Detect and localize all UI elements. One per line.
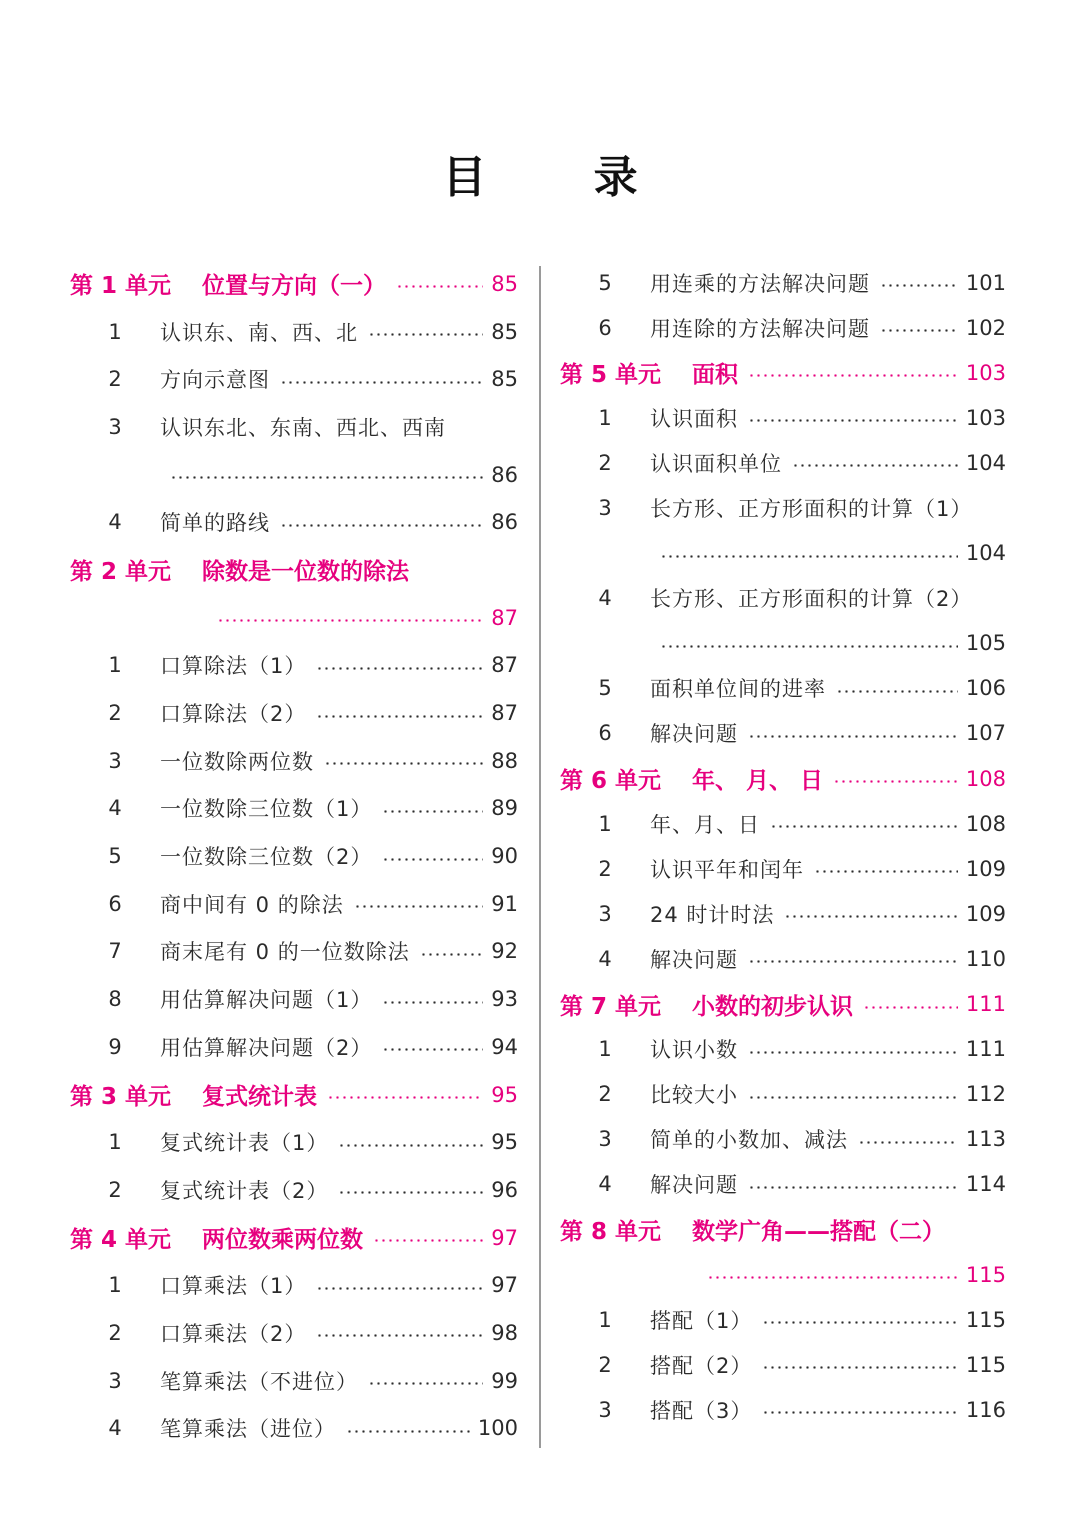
toc-lesson-row[interactable]: [560, 1072, 1006, 1117]
lesson-number: 2: [598, 1352, 612, 1377]
lesson-title: 口算除法（1）: [160, 654, 307, 679]
lesson-title: 商中间有 0 的除法: [160, 892, 344, 917]
toc-right-column: [560, 260, 1006, 1432]
unit-number: 第 2 单元: [70, 559, 172, 586]
dot-leader: [660, 645, 958, 648]
lesson-title: 比较大小: [650, 1083, 738, 1108]
page-number: 93: [491, 987, 518, 1012]
toc-lesson-row[interactable]: [560, 711, 1006, 756]
toc-lesson-row[interactable]: [70, 928, 518, 976]
toc-unit-row[interactable]: [70, 594, 518, 642]
toc-lesson-row[interactable]: [70, 642, 518, 690]
lesson-title: 一位数除两位数: [160, 749, 314, 774]
page-number: 110: [965, 946, 1006, 971]
lesson-title: 用连除的方法解决问题: [650, 316, 870, 341]
page-number: 87: [491, 701, 518, 726]
dot-leader: [748, 1096, 958, 1099]
toc-lesson-row[interactable]: [560, 1162, 1006, 1207]
page-number: 109: [965, 901, 1006, 926]
page-title: 目 录: [442, 152, 684, 203]
lesson-title: 认识东北、东南、西北、西南: [160, 415, 446, 440]
page-number: 103: [965, 360, 1006, 385]
dot-leader: [217, 619, 483, 622]
page-number: 88: [491, 748, 518, 773]
toc-lesson-row[interactable]: [70, 355, 518, 403]
toc-lesson-row[interactable]: [70, 975, 518, 1023]
lesson-title: 简单的小数加、减法: [650, 1128, 848, 1153]
unit-title: 位置与方向（一）: [202, 273, 386, 300]
page-number: 85: [491, 367, 518, 392]
dot-leader: [382, 1001, 483, 1004]
page-number: 90: [491, 844, 518, 869]
lesson-number: 3: [598, 496, 612, 521]
dot-leader: [748, 1051, 958, 1054]
page-number: 115: [965, 1352, 1006, 1377]
toc-lesson-row[interactable]: [70, 308, 518, 356]
page-number: 89: [491, 796, 518, 821]
lesson-number: 1: [598, 405, 612, 430]
dot-leader: [338, 1144, 483, 1147]
toc-lesson-row[interactable]: [70, 498, 518, 546]
toc-lesson-row[interactable]: [70, 689, 518, 737]
lesson-number: 7: [108, 939, 122, 964]
lesson-title: 搭配（1）: [650, 1308, 753, 1333]
toc-lesson-row[interactable]: [560, 260, 1006, 305]
toc-lesson-row[interactable]: [560, 485, 1006, 530]
lesson-title: 口算乘法（2）: [160, 1321, 307, 1346]
lesson-number: 3: [598, 1127, 612, 1152]
lesson-number: 4: [108, 796, 122, 821]
lesson-number: 4: [598, 946, 612, 971]
unit-title: 除数是一位数的除法: [202, 559, 409, 586]
unit-number: 第 3 单元: [70, 1084, 172, 1111]
page-number: 91: [491, 891, 518, 916]
page-number: 95: [491, 1082, 518, 1107]
lesson-number: 3: [108, 414, 122, 439]
dot-leader: [748, 374, 958, 377]
page-number: 109: [965, 856, 1006, 881]
toc-unit-row[interactable]: [70, 1071, 518, 1119]
page-number: 115: [965, 1307, 1006, 1332]
dot-leader: [382, 858, 483, 861]
toc-lesson-row[interactable]: [560, 440, 1006, 485]
lesson-title: 复式统计表（2）: [160, 1178, 329, 1203]
toc-left-column: [70, 260, 518, 1452]
lesson-number: 5: [108, 844, 122, 869]
lesson-number: 2: [108, 1177, 122, 1202]
dot-leader: [748, 419, 958, 422]
lesson-title: 笔算乘法（进位）: [160, 1417, 336, 1442]
lesson-number: 6: [598, 315, 612, 340]
page-number: 105: [965, 631, 1006, 656]
toc-unit-row[interactable]: [560, 756, 1006, 801]
page-number: 101: [965, 270, 1006, 295]
column-divider: [539, 266, 541, 1448]
page-number: 100: [477, 1416, 518, 1441]
unit-number: 第 6 单元: [560, 768, 662, 795]
lesson-number: 4: [598, 1172, 612, 1197]
dot-leader: [784, 915, 958, 918]
toc-lesson-row[interactable]: [560, 1027, 1006, 1072]
lesson-title: 用连乘的方法解决问题: [650, 271, 870, 296]
toc-unit-row[interactable]: [70, 1214, 518, 1262]
lesson-number: 1: [108, 1130, 122, 1155]
page-number: 111: [965, 992, 1006, 1017]
dot-leader: [880, 284, 958, 287]
page-number: 104: [965, 541, 1006, 566]
page-number: 97: [491, 1273, 518, 1298]
dot-leader: [836, 690, 958, 693]
lesson-number: 1: [598, 1307, 612, 1332]
page-number: 103: [965, 405, 1006, 430]
toc-lesson-row[interactable]: [560, 576, 1006, 621]
toc-lesson-row[interactable]: [560, 531, 1006, 576]
lesson-title: 解决问题: [650, 722, 738, 747]
dot-leader: [373, 1239, 483, 1242]
lesson-number: 1: [108, 1273, 122, 1298]
unit-title: 小数的初步认识: [692, 993, 853, 1020]
toc-lesson-row[interactable]: [70, 451, 518, 499]
page-number: 112: [965, 1082, 1006, 1107]
toc-lesson-row[interactable]: [560, 1297, 1006, 1342]
page-number: 98: [491, 1320, 518, 1345]
dot-leader: [280, 524, 483, 527]
lesson-title: 搭配（3）: [650, 1398, 753, 1423]
dot-leader: [368, 333, 483, 336]
lesson-title: 口算乘法（1）: [160, 1274, 307, 1299]
toc-lesson-row[interactable]: [70, 737, 518, 785]
toc-lesson-row[interactable]: [560, 891, 1006, 936]
toc-unit-row[interactable]: [560, 1207, 1006, 1252]
page-number: 86: [491, 510, 518, 535]
dot-leader: [814, 870, 958, 873]
unit-title: 数学广角——搭配（二）: [692, 1219, 945, 1246]
lesson-number: 2: [598, 1082, 612, 1107]
dot-leader: [316, 1334, 483, 1337]
lesson-number: 2: [108, 1320, 122, 1345]
lesson-number: 2: [598, 856, 612, 881]
page-number: 95: [491, 1130, 518, 1155]
dot-leader: [316, 667, 483, 670]
toc-lesson-row[interactable]: [560, 801, 1006, 846]
toc-lesson-row[interactable]: [560, 936, 1006, 981]
unit-title: 两位数乘两位数: [202, 1227, 363, 1254]
page-number: 104: [965, 450, 1006, 475]
page-number: 116: [965, 1397, 1006, 1422]
dot-leader: [382, 810, 483, 813]
lesson-title: 长方形、正方形面积的计算（2）: [650, 587, 973, 612]
unit-number: 第 1 单元: [70, 273, 172, 300]
page-number: 102: [965, 315, 1006, 340]
lesson-title: 方向示意图: [160, 368, 270, 393]
dot-leader: [382, 1048, 483, 1051]
unit-title: 年、 月、 日: [692, 768, 824, 795]
dot-leader: [660, 555, 958, 558]
lesson-number: 1: [598, 811, 612, 836]
toc-lesson-row[interactable]: [70, 1261, 518, 1309]
page-number: 106: [965, 676, 1006, 701]
toc-lesson-row[interactable]: [70, 880, 518, 928]
dot-leader: [770, 825, 958, 828]
toc-lesson-row[interactable]: [560, 621, 1006, 666]
lesson-number: 3: [598, 901, 612, 926]
lesson-title: 笔算乘法（不进位）: [160, 1369, 358, 1394]
dot-leader: [316, 715, 483, 718]
toc-lesson-row[interactable]: [560, 1387, 1006, 1432]
toc-lesson-row[interactable]: [70, 1166, 518, 1214]
dot-leader: [880, 329, 958, 332]
lesson-title: 搭配（2）: [650, 1353, 753, 1378]
lesson-number: 8: [108, 987, 122, 1012]
lesson-number: 4: [108, 1416, 122, 1441]
page-number: 97: [491, 1225, 518, 1250]
lesson-title: 认识面积: [650, 406, 738, 431]
lesson-title: 面积单位间的进率: [650, 677, 826, 702]
lesson-number: 6: [108, 891, 122, 916]
dot-leader: [354, 905, 484, 908]
dot-leader: [396, 285, 483, 288]
lesson-number: 1: [108, 653, 122, 678]
page-number: 85: [491, 271, 518, 296]
lesson-number: 4: [598, 586, 612, 611]
dot-leader: [762, 1366, 958, 1369]
unit-title: 复式统计表: [202, 1084, 317, 1111]
lesson-title: 认识小数: [650, 1038, 738, 1063]
lesson-number: 9: [108, 1034, 122, 1059]
lesson-number: 3: [108, 1368, 122, 1393]
lesson-title: 一位数除三位数（1）: [160, 797, 373, 822]
dot-leader: [748, 735, 958, 738]
dot-leader: [748, 1186, 958, 1189]
toc-unit-row[interactable]: [70, 260, 518, 308]
lesson-number: 2: [108, 367, 122, 392]
toc-unit-row[interactable]: [70, 546, 518, 594]
page-number: 108: [965, 811, 1006, 836]
lesson-title: 口算除法（2）: [160, 702, 307, 727]
page-number: 114: [965, 1172, 1006, 1197]
toc-lesson-row[interactable]: [560, 666, 1006, 711]
lesson-number: 3: [598, 1397, 612, 1422]
toc-unit-row[interactable]: [560, 982, 1006, 1027]
dot-leader: [170, 476, 483, 479]
lesson-title: 用估算解决问题（1）: [160, 988, 373, 1013]
toc-lesson-row[interactable]: [70, 1023, 518, 1071]
page-number: 108: [965, 766, 1006, 791]
page-number: 113: [965, 1127, 1006, 1152]
lesson-title: 商末尾有 0 的一位数除法: [160, 940, 410, 965]
lesson-title: 复式统计表（1）: [160, 1131, 329, 1156]
lesson-title: 解决问题: [650, 947, 738, 972]
toc-lesson-row[interactable]: [70, 1357, 518, 1405]
lesson-title: 一位数除三位数（2）: [160, 845, 373, 870]
dot-leader: [338, 1191, 483, 1194]
unit-number: 第 4 单元: [70, 1227, 172, 1254]
lesson-title: 认识面积单位: [650, 451, 782, 476]
page-number: 96: [491, 1177, 518, 1202]
lesson-number: 3: [108, 748, 122, 773]
toc-lesson-row[interactable]: [560, 395, 1006, 440]
lesson-number: 5: [598, 676, 612, 701]
page-number: 87: [491, 653, 518, 678]
dot-leader: [833, 780, 958, 783]
lesson-number: 1: [108, 319, 122, 344]
page-number: 92: [491, 939, 518, 964]
toc-lesson-row[interactable]: [70, 832, 518, 880]
page-number: 86: [491, 462, 518, 487]
toc-lesson-row[interactable]: [70, 785, 518, 833]
dot-leader: [280, 381, 483, 384]
unit-number: 第 7 单元: [560, 993, 662, 1020]
lesson-number: 2: [598, 450, 612, 475]
dot-leader: [316, 1287, 483, 1290]
dot-leader: [324, 762, 483, 765]
lesson-title: 用估算解决问题（2）: [160, 1035, 373, 1060]
unit-number: 第 8 单元: [560, 1219, 662, 1246]
toc-lesson-row[interactable]: [560, 1117, 1006, 1162]
page-number: 111: [965, 1037, 1006, 1062]
lesson-number: 4: [108, 510, 122, 535]
toc-lesson-row[interactable]: [560, 305, 1006, 350]
lesson-title: 认识东、南、西、北: [160, 320, 358, 345]
lesson-number: 6: [598, 721, 612, 746]
page-number: 94: [491, 1034, 518, 1059]
lesson-title: 长方形、正方形面积的计算（1）: [650, 497, 973, 522]
dot-leader: [420, 953, 484, 956]
lesson-title: 认识平年和闰年: [650, 857, 804, 882]
dot-leader: [863, 1006, 958, 1009]
page-number: 99: [491, 1368, 518, 1393]
toc-unit-row[interactable]: [560, 350, 1006, 395]
toc-lesson-row[interactable]: [70, 403, 518, 451]
dot-leader: [858, 1141, 958, 1144]
dot-leader: [748, 960, 958, 963]
dot-leader: [707, 1276, 958, 1279]
unit-number: 第 5 单元: [560, 362, 662, 389]
toc-lesson-row[interactable]: [560, 1342, 1006, 1387]
lesson-number: 5: [598, 270, 612, 295]
toc-lesson-row[interactable]: [70, 1118, 518, 1166]
toc-lesson-row[interactable]: [560, 846, 1006, 891]
dot-leader: [327, 1096, 483, 1099]
page-number: 85: [491, 319, 518, 344]
dot-leader: [346, 1430, 470, 1433]
page-number: 115: [965, 1262, 1006, 1287]
lesson-title: 年、月、日: [650, 812, 760, 837]
unit-title: 面积: [692, 362, 738, 389]
lesson-title: 24 时计时法: [650, 902, 775, 927]
toc-lesson-row[interactable]: [70, 1405, 518, 1453]
toc-unit-row[interactable]: [560, 1252, 1006, 1297]
page-number: 87: [491, 605, 518, 630]
dot-leader: [762, 1411, 958, 1414]
lesson-title: 解决问题: [650, 1173, 738, 1198]
toc-lesson-row[interactable]: [70, 1309, 518, 1357]
dot-leader: [368, 1382, 483, 1385]
lesson-number: 2: [108, 701, 122, 726]
page-number: 107: [965, 721, 1006, 746]
lesson-title: 简单的路线: [160, 511, 270, 536]
lesson-number: 1: [598, 1037, 612, 1062]
dot-leader: [762, 1321, 958, 1324]
dot-leader: [792, 464, 958, 467]
